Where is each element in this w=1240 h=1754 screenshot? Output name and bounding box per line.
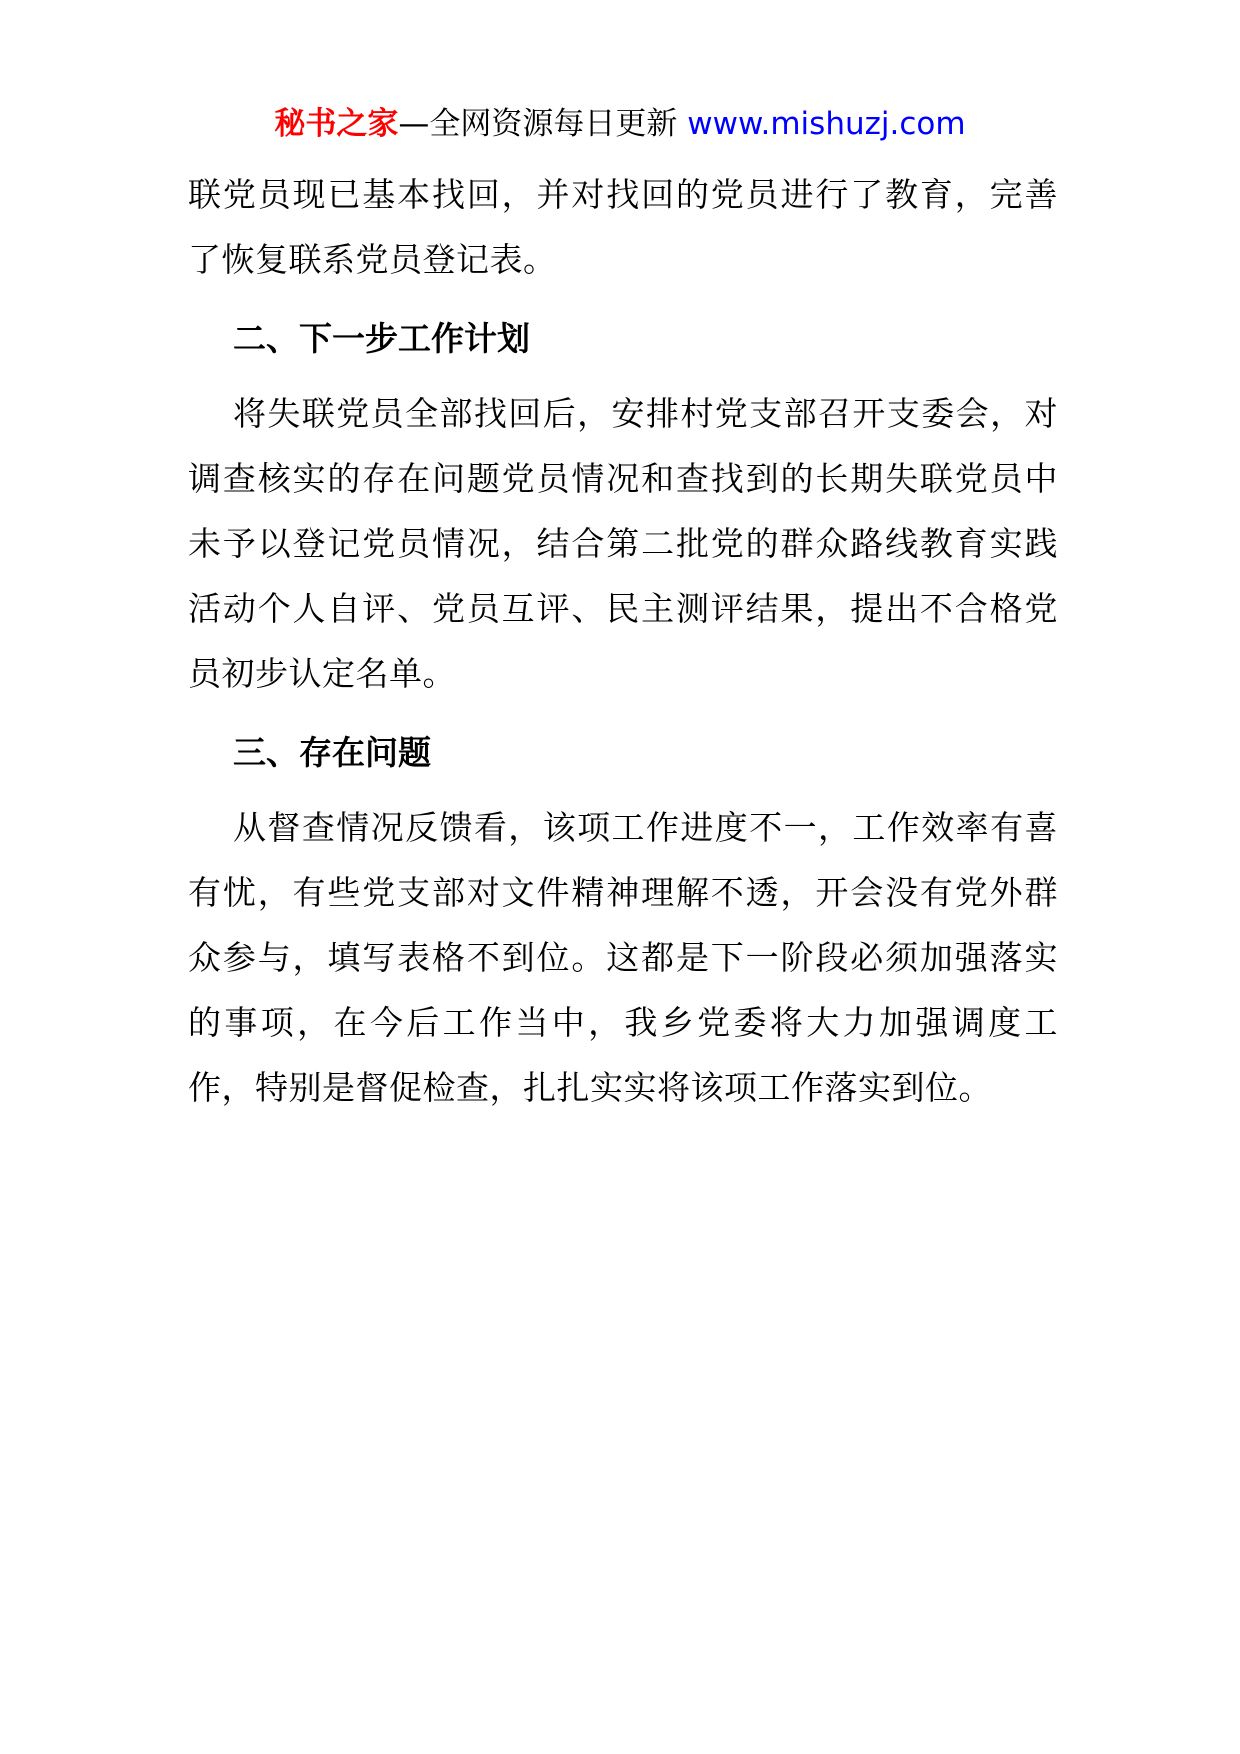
header-slogan: —全网资源每日更新 bbox=[398, 106, 688, 142]
document-body bbox=[188, 162, 1058, 1120]
header-url-link[interactable]: www.mishuzj.com bbox=[687, 106, 966, 142]
section-heading-next-plan: 二、下一步工作计划 bbox=[233, 319, 530, 358]
header-brand: 秘书之家 bbox=[274, 106, 399, 142]
section-heading-problems: 三、存在问题 bbox=[233, 733, 431, 772]
page-header bbox=[0, 102, 1240, 146]
paragraph-next-plan: 将失联党员全部找回后，安排村党支部召开支委会，对调查核实的存在问题党员情况和查找到的长期失联党员中未予以登记党员情况，结合第二批党的群众路线教育实践活动个人自评、党员互评、民主测评结果，提出不合格党员初步认定名单。 bbox=[188, 394, 1058, 693]
paragraph-continued: 联党员现已基本找回，并对找回的党员进行了教育，完善了恢复联系党员登记表。 bbox=[188, 175, 1058, 279]
paragraph-problems: 从督查情况反馈看，该项工作进度不一，工作效率有喜有忧，有些党支部对文件精神理解不透，开会没有党外群众参与，填写表格不到位。这都是下一阶段必须加强落实的事项，在今后工作当中，我乡党委将大力加强调度工作，特别是督促检查，扎扎实实将该项工作落实到位。 bbox=[188, 808, 1058, 1107]
